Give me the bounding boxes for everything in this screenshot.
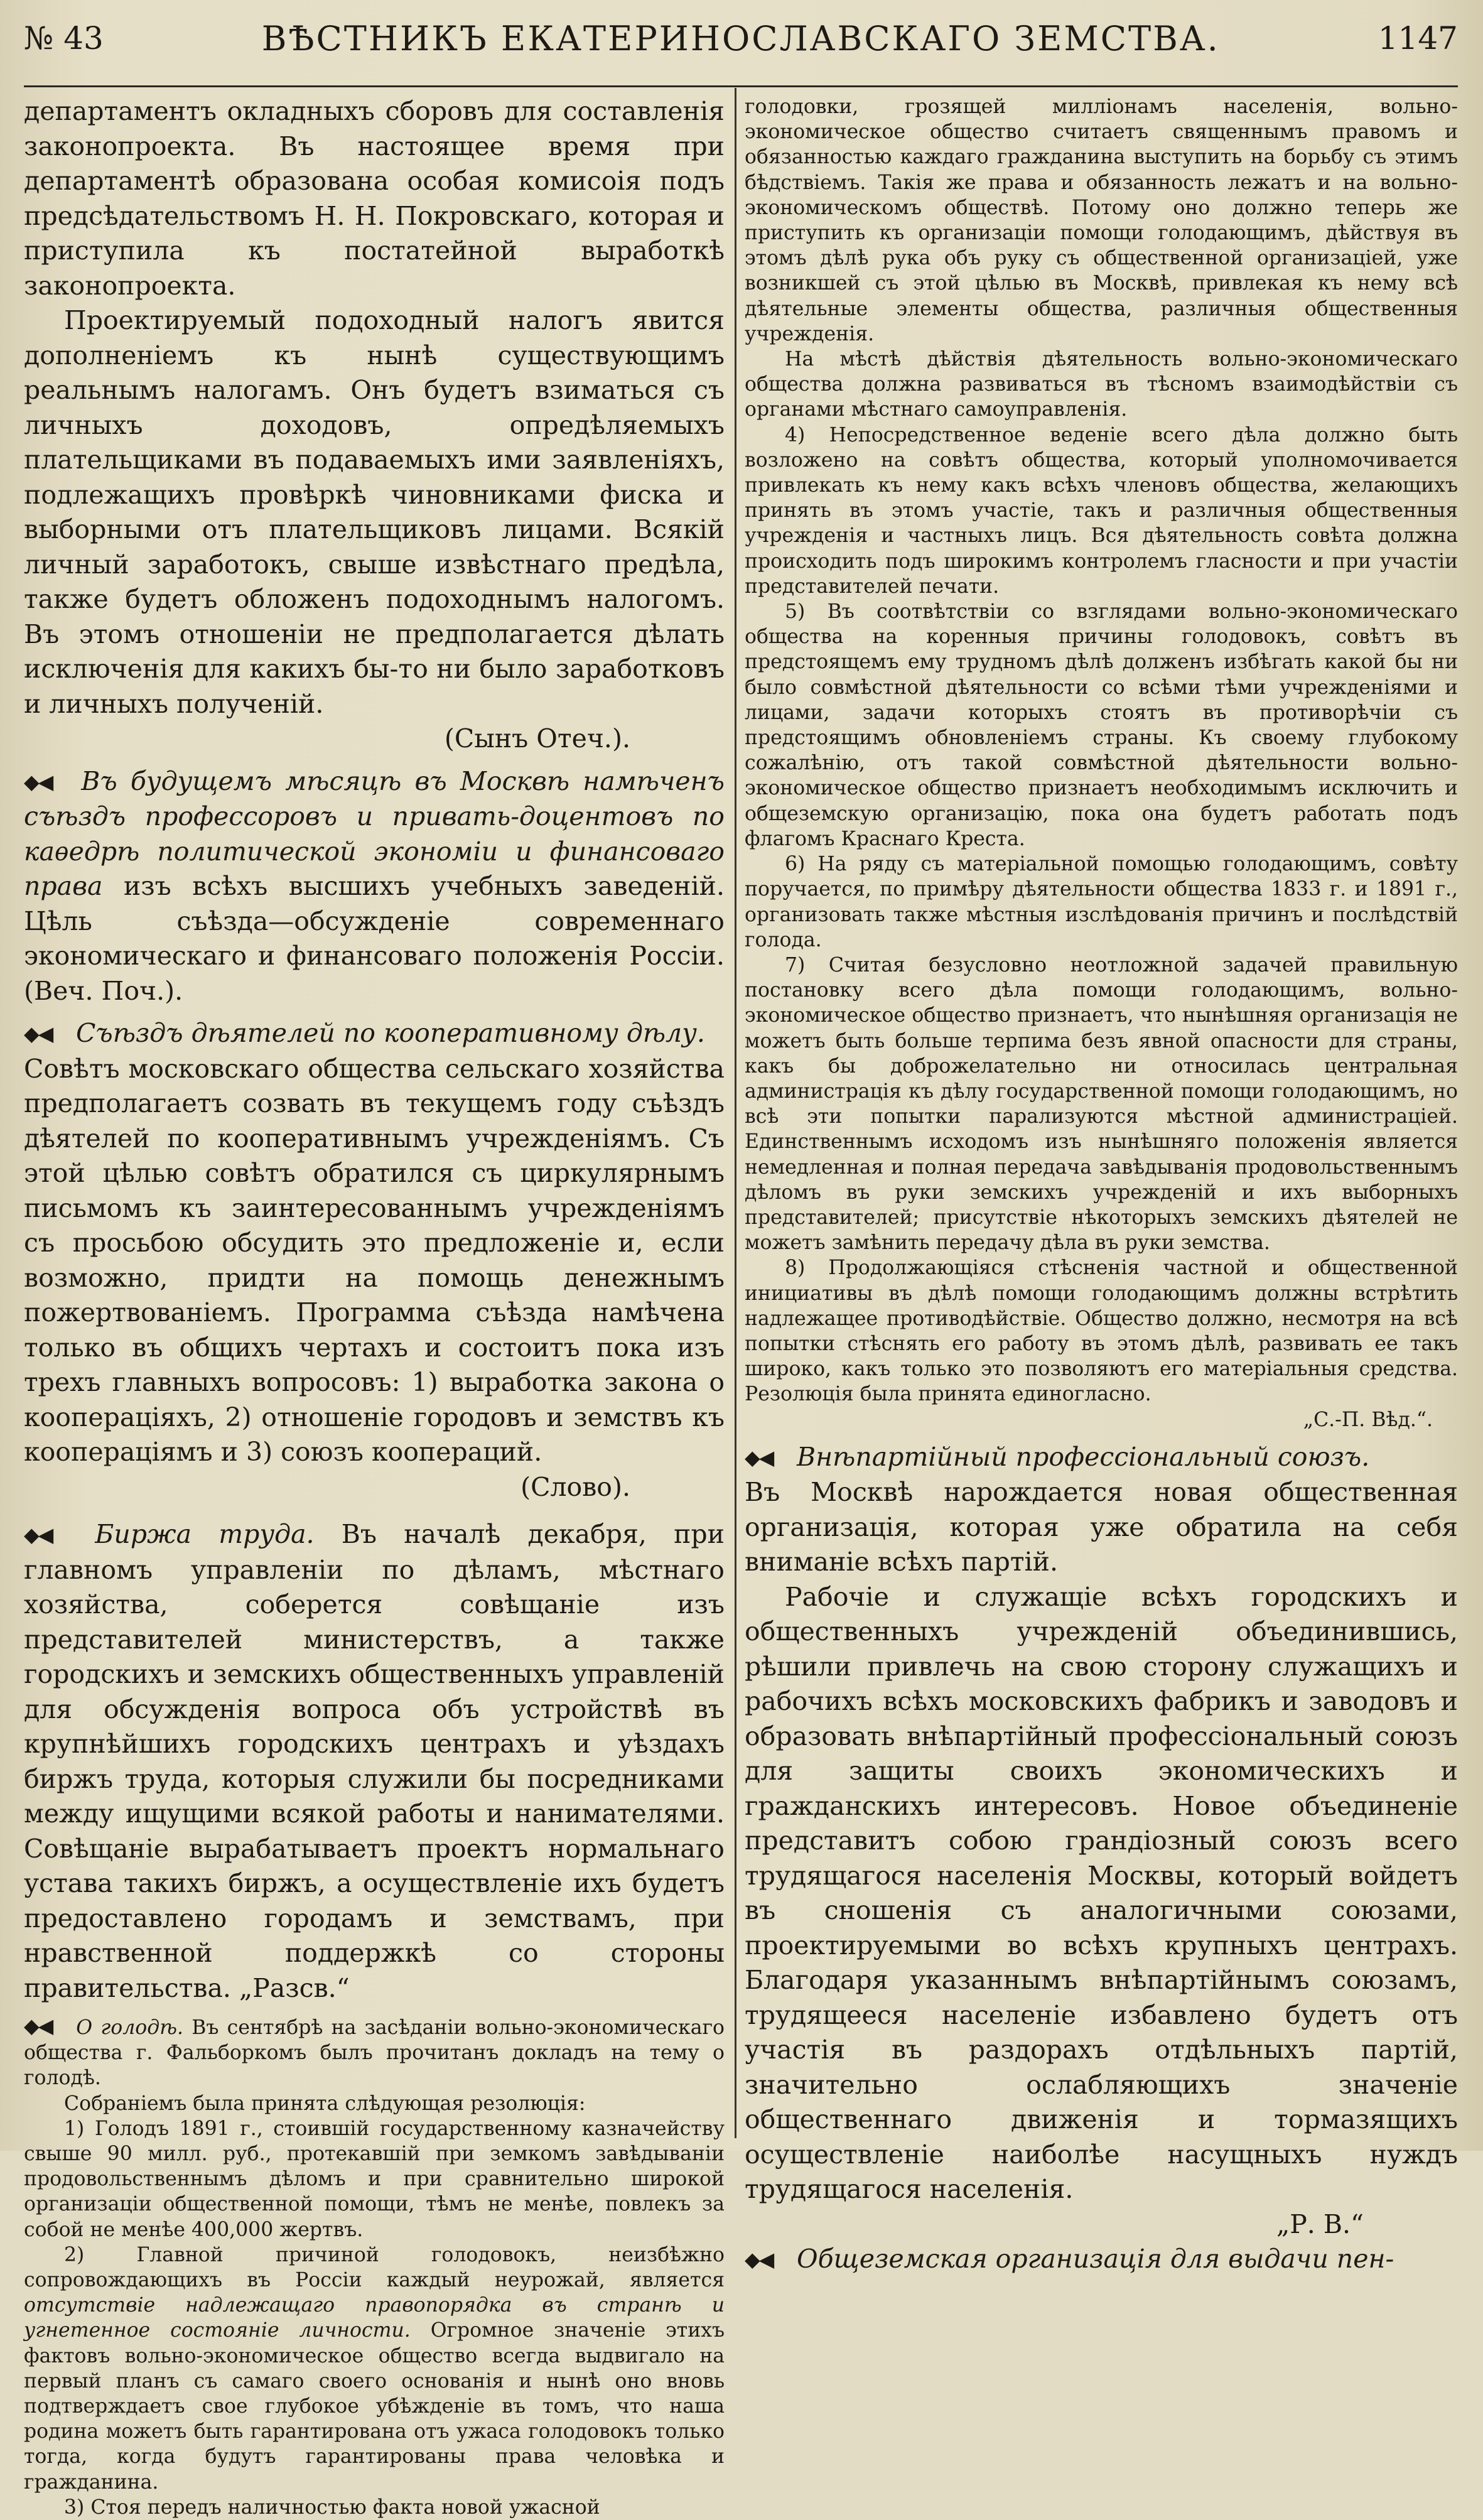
news-headline: О голодѣ. xyxy=(76,2016,183,2039)
source-label: (Веч. Поч.). xyxy=(24,975,183,1006)
news-body: Въ началѣ декабря, при главномъ управленіи по дѣламъ, мѣстнаго хозяйства, соберется совѣщаніе изъ представителей министерствъ, а также городскихъ и земскихъ общественныхъ управленій для обсужденія вопроса объ устройствѣ въ крупнѣйшихъ городскихъ центрахъ и уѣздахъ биржъ труда, которыя служили бы посредниками между ищущими всякой работы и нанимателями. Совѣщаніе вырабатываетъ проектъ нормальнаго устава такихъ биржъ, а осуществленіе ихъ будетъ предоставлено городамъ и земствамъ, при нравственной поддержкѣ со стороны правительства. xyxy=(24,1519,725,2003)
resolution-item-3-cont: голодовки, грозящей милліонамъ населенія, вольно-экономическое общество считаетъ священнымъ правомъ и обязанностью каждаго гражданина выступить на борьбу съ этимъ бѣдствіемъ. Такія же права и обязанность лежатъ и на вольно-экономическомъ обществѣ. Потому оно должно теперь же приступить къ организаціи помощи голодающимъ, дѣйствуя въ этомъ дѣлѣ рука объ руку съ общественной организаціей, уже возникшей съ этой цѣлью въ Москвѣ, привлекая къ нему всѣ дѣятельные элементы общества, различныя общественныя учрежденія. xyxy=(745,95,1458,345)
ornament-icon: ◆◀ xyxy=(745,1445,774,1469)
news-headline: Внѣпартійный профессіональный союзъ. xyxy=(797,1441,1370,1472)
tax-article-cont: департаментъ окладныхъ сборовъ для составленія законопроекта. Въ настоящее время при департаментѣ образована особая комисоія подъ предсѣдательствомъ Н. Н. Покровскаго, которая и приступила къ постатейной выработкѣ законопроекта. xyxy=(24,96,725,301)
news-body-2: Рабочіе и служащіе всѣхъ городскихъ и общественныхъ учрежденій объединившись, рѣшили привлечь на свою сторону служащихъ и рабочихъ всѣхъ московскихъ фабрикъ и заводовъ и образовать внѣпартійный профессіональный союзъ для защиты своихъ экономическихъ и гражданскихъ интересовъ. Новое объединеніе представитъ собою грандіозный союзъ всего трудящагося населенія Москвы, который войдетъ въ сношенія съ аналогичными союзами, проектируемыми во всѣхъ крупныхъ центрахъ. Благодаря указаннымъ внѣпартійнымъ союзамъ, трудящееся населеніе избавлено будетъ отъ участія въ раздорахъ отдѣльныхъ партій, значительно ослабляющихъ значеніе общественнаго движенія и тормазящихъ осуществленіе наиболѣе насущныхъ нуждъ трудящагося населенія. xyxy=(745,1581,1458,2205)
news-body: Въ Москвѣ нарождается новая общественная организація, которая уже обратила на себя вниманіе всѣхъ партій. xyxy=(745,1477,1458,1577)
resolution-item-3: 3) Стоя передъ наличностью факта новой ужасной xyxy=(64,2496,600,2519)
right-column xyxy=(745,94,1458,2274)
page-number: 1147 xyxy=(1378,20,1458,57)
news-cooperative-congress-head xyxy=(24,1016,725,1052)
resolution-item-2 xyxy=(24,2242,725,2495)
resolution-text: Огромное значеніе этихъ фактовъ вольно-экономическое общество всегда выдвигало на первый планъ съ самаго своего основанія и нынѣ оно вновь подтверждаетъ свое глубокое убѣжденіе въ томъ, что наша родина можетъ быть гарантирована отъ ужаса голодовокъ только тогда, когда будутъ гарантированы права человѣка и гражданина. xyxy=(24,2319,725,2494)
publication-title: ВѢСТНИКЪ ЕКАТЕРИНОСЛАВСКАГО ЗЕМСТВА. xyxy=(261,18,1220,58)
resolution-item-7: 7) Считая безусловно неотложной задачей правильную постановку всего дѣла помощи голодающимъ, вольно-экономическое общество признаетъ, что нынѣшняя организація не можетъ быть больше терпима безъ явной опасности для страны, какъ бы доброжелательно ни относилась центральная администрація къ дѣлу государственной помощи голодающимъ, но всѣ эти попытки парализуются мѣстной администраціей. Единственнымъ исходомъ изъ нынѣшняго положенія является немедленная и полная передача завѣдыванія продовольственнымъ дѣломъ въ руки земскихъ учрежденій и ихъ выборныхъ представителей; присутствіе нѣкоторыхъ земскихъ дѣятелей не можетъ замѣнить передачу дѣла въ руки земства. xyxy=(745,953,1458,1255)
ornament-icon: ◆◀ xyxy=(745,2247,774,2272)
source-label: „Разсв.“ xyxy=(239,1972,350,2003)
resolution-item-1: 1) Голодъ 1891 г., стоившій государственному казначейству свыше 90 милл. руб., протекавшій при земкомъ завѣдываніи продовольственнымъ дѣломъ и при сравнительно широкой организаціи общественной помощи, тѣмъ не менѣе, повлекъ за собой не менѣе 400,000 жертвъ. xyxy=(24,2117,725,2241)
column-divider xyxy=(735,88,736,2138)
resolution-intro: Собраніемъ была принята слѣдующая резолюція: xyxy=(64,2092,586,2115)
news-body: Въ сентябрѣ на засѣданіи вольно-экономическаго общества г. Фальборкомъ былъ прочитанъ докладъ на тему о голодѣ. xyxy=(24,2016,725,2090)
resolution-item-4: 4) Непосредственное веденіе всего дѣла должно быть возложено на совѣтъ общества, который уполномочивается привлекать къ нему какъ всѣхъ членовъ общества, желающихъ принять въ этомъ участіе, такъ и различныя общественныя учрежденія и частныхъ лицъ. Вся дѣятельность совѣта должна происходить подъ широкимъ контролемъ гласности и при участіи представителей печати. xyxy=(745,423,1458,598)
left-column xyxy=(24,94,725,2519)
source-label: (Сынъ Отеч.). xyxy=(444,723,630,754)
news-labor-exchange xyxy=(24,1517,725,2006)
issue-number: № 43 xyxy=(24,20,104,57)
news-headline: Биржа труда. xyxy=(95,1519,315,1549)
source-label: „С.-П. Вѣд.“. xyxy=(1303,1408,1433,1431)
ornament-icon: ◆◀ xyxy=(24,1523,53,1547)
resolution-item-3-b: На мѣстѣ дѣйствія дѣятельность вольно-экономическаго общества должна развиваться въ тѣсномъ взаимодѣйствіи съ органами мѣстнаго самоуправленія. xyxy=(745,348,1458,421)
resolution-text: 2) Главной причиной голодовокъ, неизбѣжно сопровождающихъ въ Россіи каждый неурожай, является xyxy=(24,2243,725,2292)
news-famine xyxy=(24,2013,725,2091)
news-headline: Съѣздъ дѣятелей по кооперативному дѣлу. xyxy=(76,1018,705,1048)
page-header xyxy=(24,4,1458,73)
news-congress-professors xyxy=(24,764,725,1009)
news-body: Совѣтъ московскаго общества сельскаго хозяйства предполагаетъ созвать въ текущемъ году съѣздъ дѣятелей по кооперативнымъ учрежденіямъ. Съ этой цѣлью совѣтъ обратился съ циркулярнымъ письмомъ къ заинтересованнымъ учрежденіямъ съ просьбою обсудить это предложеніе и, если возможно, придти на помощь денежнымъ пожертвованіемъ. Программа съѣзда намѣчена только въ общихъ чертахъ и состоитъ пока изъ трехъ главныхъ вопросовъ: 1) выработка закона о кооперацiяхъ, 2) отношеніе городовъ и земствъ къ кооперацiямъ и 3) союзъ коопераций. xyxy=(24,1053,725,1467)
news-headline: Общеземская организація для выдачи пен- xyxy=(797,2244,1394,2274)
header-rule xyxy=(24,85,1458,87)
news-body: изъ всѣхъ высшихъ учебныхъ заведеній. Цѣль съѣзда—обсужденіе современнаго экономическаго и финансоваго положенія Россіи. xyxy=(24,871,725,971)
ornament-icon: ◆◀ xyxy=(24,769,53,794)
ornament-icon: ◆◀ xyxy=(24,1022,53,1046)
resolution-item-5: 5) Въ соотвѣтствіи со взглядами вольно-экономическаго общества на коренныя причины голодовокъ, совѣтъ въ предстоящемъ ему трудномъ дѣлѣ долженъ избѣгать какой бы ни было совмѣстной дѣятельности со всѣми тѣми учрежденіями и лицами, задачи которыхъ стоятъ въ противорѣчіи съ предстоящимъ обновленіемъ страны. Къ своему глубокому сожалѣнію, отъ такой совмѣстной дѣятельности вольно-экономическое общество признаетъ необходимымъ исключить и общеземскую организацію, пока она будетъ работать подъ флагомъ Краснаго Креста. xyxy=(745,600,1458,850)
news-zemstvo-organization xyxy=(745,2242,1458,2278)
news-nonpartisan-union xyxy=(745,1440,1458,1476)
source-label: (Слово). xyxy=(520,1471,630,1502)
resolution-item-6: 6) На ряду съ матеріальной помощью голодающимъ, совѣту поручается, по примѣру дѣятельности общества 1833 г. и 1891 г., организовать также мѣстныя изслѣдованія причинъ и послѣдствій голода. xyxy=(745,853,1458,951)
news-headline: Въ будущемъ мѣсяцѣ въ Москвѣ намѣченъ съѣздъ профессоровъ и привать-доцентовъ по каѳедрѣ политической экономіи и финансоваго права xyxy=(24,765,725,901)
resolution-emphasis: отсутствіе надлежащаго правопорядка въ странѣ и угнетенное состояніе личности. xyxy=(24,2294,725,2342)
ornament-icon: ◆◀ xyxy=(24,2014,53,2038)
source-label: „Р. В.“ xyxy=(1276,2209,1364,2239)
resolution-item-8: 8) Продолжающіяся стѣсненія частной и общественной инициативы въ дѣлѣ помощи голодающимъ должны встрѣтить надлежащее противодѣйствіе. Общество должно, несмотря на всѣ попытки стѣснять его работу въ этомъ дѣлѣ, развивать ее такъ широко, какъ только это позволяютъ его матеріальныя средства. Резолюція была принята единогласно. xyxy=(745,1257,1458,1406)
tax-article-para: Проектируемый подоходный налогъ явится дополненіемъ къ нынѣ существующимъ реальнымъ налогамъ. Онъ будетъ взиматься съ личныхъ доходовъ, опредѣляемыхъ плательщиками въ подаваемыхъ ими заявленіяхъ, подлежащихъ провѣркѣ чиновниками фиска и выборными отъ плательщиковъ лицами. Всякій личный заработокъ, свыше извѣстнаго предѣла, также будетъ обложенъ подоходнымъ налогомъ. Въ этомъ отношеніи не предполагается дѣлать исключенія для какихъ бы-то ни было заработковъ и личныхъ полученій. xyxy=(24,305,725,719)
